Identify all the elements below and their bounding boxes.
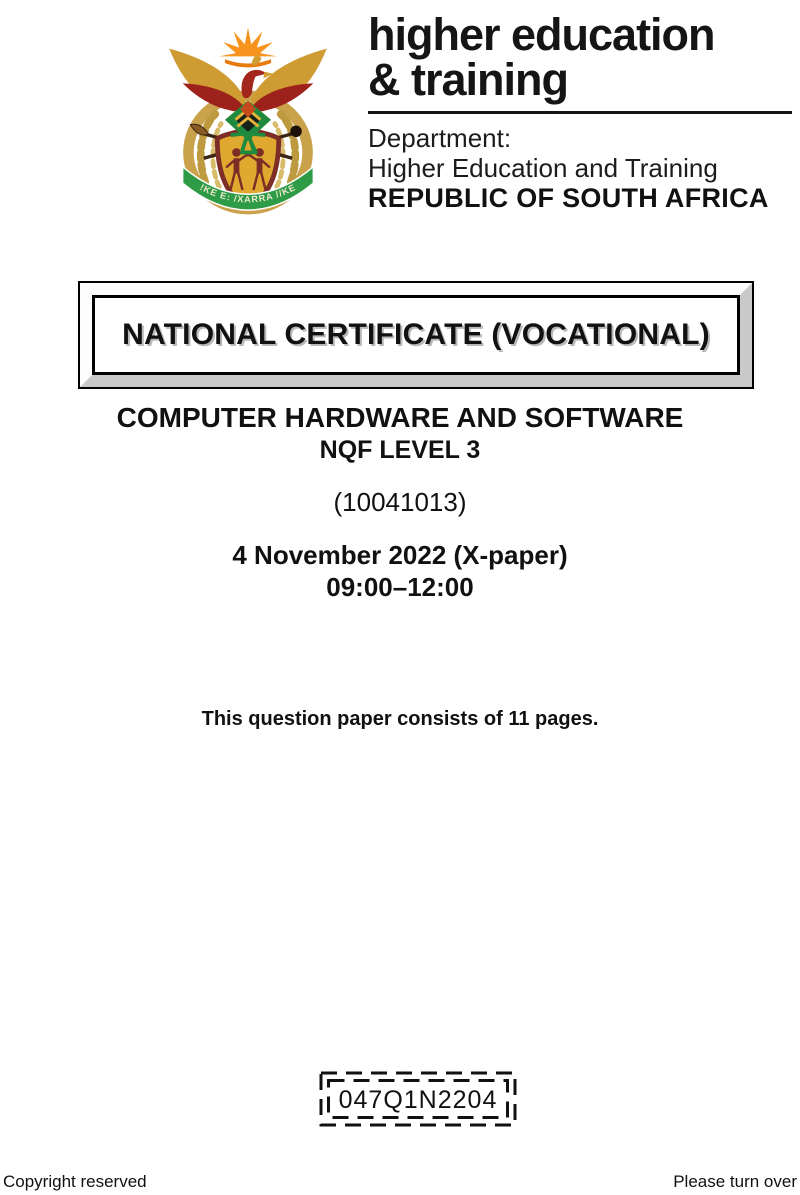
emblem-motto: !KE E: /XARRA //KE	[198, 182, 298, 205]
country-name: REPUBLIC OF SOUTH AFRICA	[368, 183, 769, 213]
exam-time: 09:00–12:00	[326, 572, 474, 602]
wordmark-line-1: higher education	[368, 9, 715, 60]
paper-code: 047Q1N2204	[338, 1086, 498, 1114]
subject-code: (10041013)	[333, 487, 467, 517]
department-name: Higher Education and Training	[368, 153, 718, 183]
certificate-title: NATIONAL CERTIFICATE (VOCATIONAL)	[92, 295, 740, 375]
copyright-note: Copyright reserved	[3, 1172, 147, 1191]
south-africa-coat-of-arms-icon	[150, 10, 346, 218]
nqf-level: NQF LEVEL 3	[319, 436, 481, 464]
paper-code-box	[319, 1071, 517, 1127]
department-label: Department:	[368, 123, 512, 153]
sun-icon	[219, 28, 277, 57]
turn-over-note: Please turn over	[673, 1172, 797, 1191]
title-box	[78, 281, 754, 389]
pages-note: This question paper consists of 11 pages.	[201, 708, 599, 730]
title-box-bevel	[80, 283, 752, 387]
subject-title: COMPUTER HARDWARE AND SOFTWARE	[116, 402, 684, 433]
brand-divider	[368, 111, 792, 114]
exam-date: 4 November 2022 (X-paper)	[232, 540, 568, 570]
knob	[290, 126, 302, 138]
department-brand-block	[368, 9, 794, 214]
wordmark-line-2: & training	[368, 54, 568, 105]
